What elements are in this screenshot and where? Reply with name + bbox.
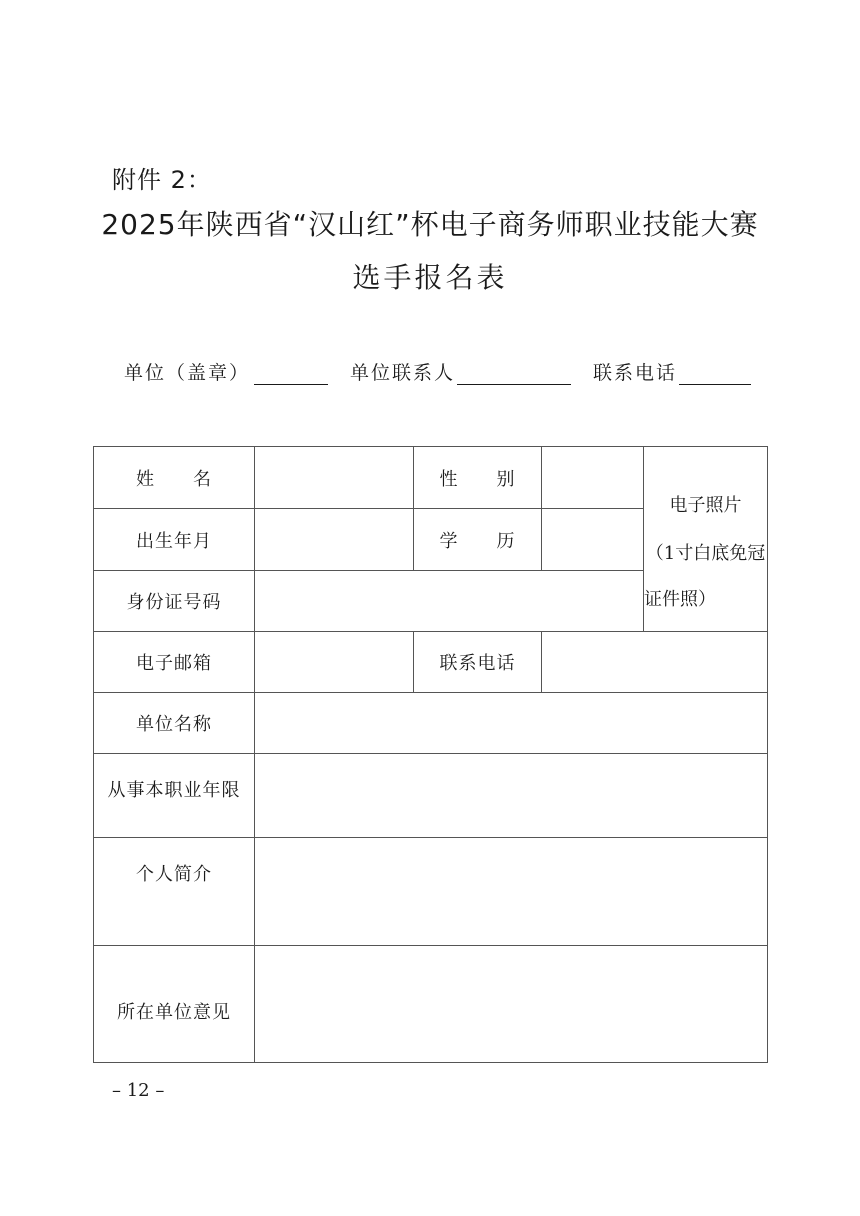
unit-name-label: 单位名称 <box>94 693 255 754</box>
unit-phone-label: 联系电话 <box>593 362 678 384</box>
photo-hint-line2: 证件照） <box>644 589 716 610</box>
photo-cell[interactable] <box>644 447 768 632</box>
unit-seal-field[interactable] <box>254 362 328 385</box>
email-label: 电子邮箱 <box>94 632 255 693</box>
opinion-label: 所在单位意见 <box>94 946 255 1063</box>
attachment-label: 附件 2： <box>112 166 212 194</box>
years-field[interactable] <box>255 754 768 838</box>
contact-phone-field[interactable] <box>542 632 768 693</box>
unit-info-line <box>124 358 751 385</box>
gender-field[interactable] <box>542 447 644 509</box>
unit-contact-field[interactable] <box>457 362 571 385</box>
birth-label: 出生年月 <box>94 509 255 571</box>
page-title: 2025年陕西省“汉山红”杯电子商务师职业技能大赛 <box>101 208 759 241</box>
intro-field[interactable] <box>255 838 768 946</box>
id-number-field[interactable] <box>255 571 644 632</box>
unit-name-field[interactable] <box>255 693 768 754</box>
name-label: 姓 名 <box>94 447 255 509</box>
education-label: 学 历 <box>414 509 542 571</box>
photo-label: 电子照片 <box>669 495 742 516</box>
email-field[interactable] <box>255 632 414 693</box>
intro-label: 个人简介 <box>94 838 255 946</box>
unit-seal-label: 单位（盖章） <box>124 362 251 384</box>
opinion-field[interactable] <box>255 946 768 1063</box>
registration-form-table <box>93 446 768 1063</box>
birth-field[interactable] <box>255 509 414 571</box>
unit-contact-label: 单位联系人 <box>350 362 456 384</box>
unit-phone-field[interactable] <box>679 362 751 385</box>
page-number: – 12 – <box>112 1080 165 1101</box>
years-label: 从事本职业年限 <box>94 754 255 838</box>
photo-hint-line1: （1寸白底免冠 <box>645 543 766 564</box>
name-field[interactable] <box>255 447 414 509</box>
id-number-label: 身份证号码 <box>94 571 255 632</box>
page-subtitle: 选手报名表 <box>352 261 508 294</box>
contact-phone-label: 联系电话 <box>414 632 542 693</box>
education-field[interactable] <box>542 509 644 571</box>
gender-label: 性 别 <box>414 447 542 509</box>
